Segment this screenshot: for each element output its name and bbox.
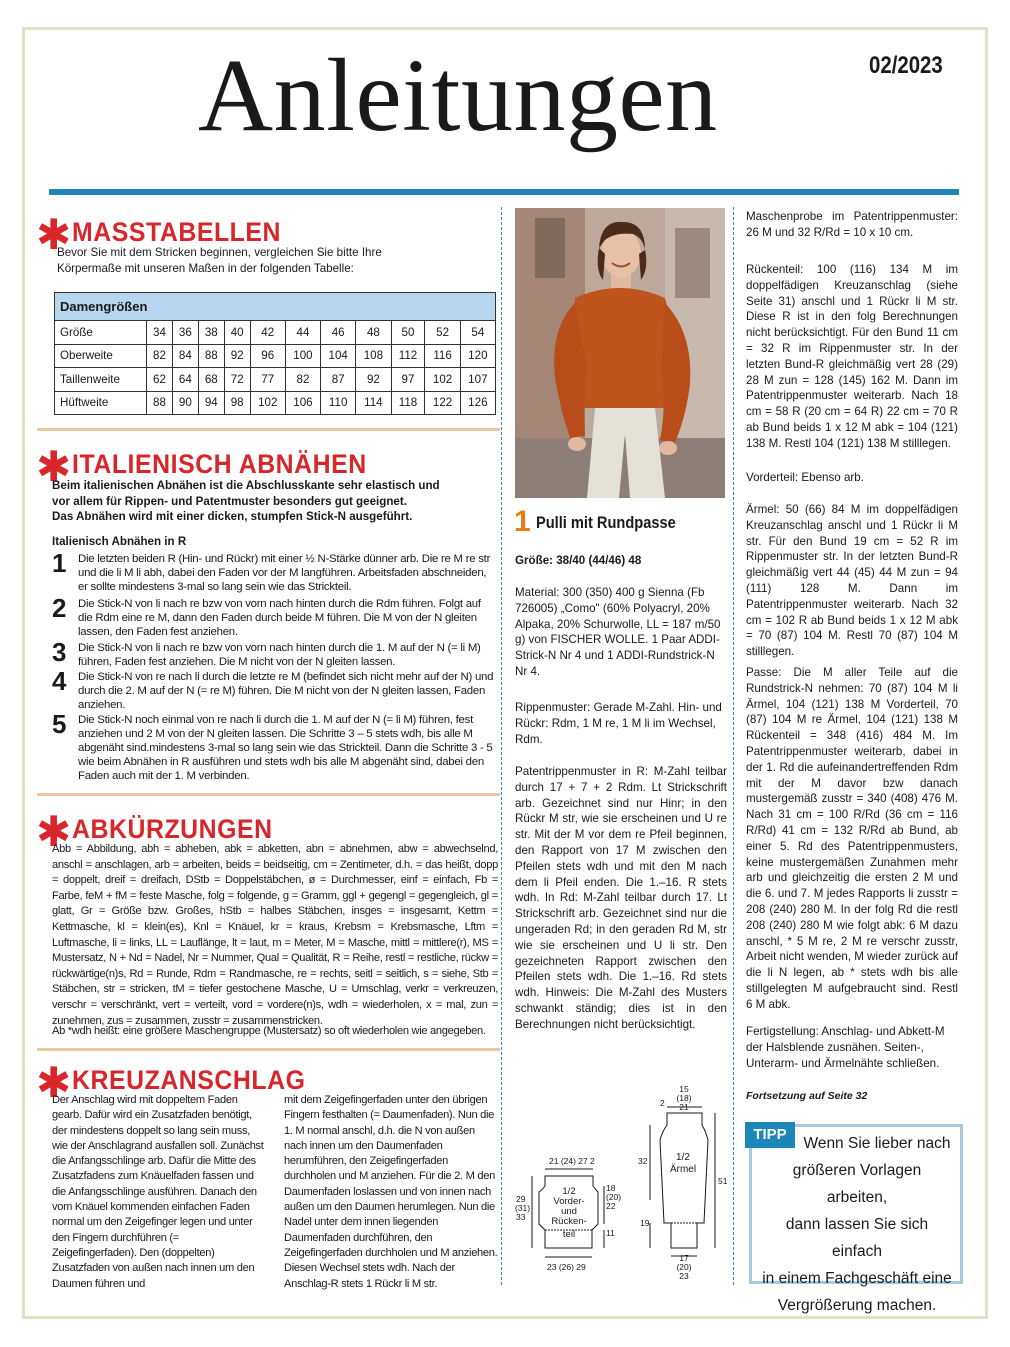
rueckenteil-text: Rückenteil: 100 (116) 134 M im doppelfädigen Kreuzanschlag (siehe Seite 31) anschl und 1 Rückr li M str. Diese R ist in den folg Berechnungen nicht berücksichtigt. Für den Bund 11 cm = 32 R im Rippenmuster str. In der letzten Bund-R gleichmäßig vert 28 (29) 28 M zun = 128 (145) 162 M. Dann im Patentrippenmuster weiterarb. Nach 18 cm = 58 R (20 cm = 64 R) 22 cm = 70 R ab Bund beids 1 x 12 M abk = 104 (121) 138 M. Restl 104 (121) 138 M stilllegen. xyxy=(746,263,958,450)
step-number: 1 xyxy=(52,548,67,578)
aermel-text: Ärmel: 50 (66) 84 M im doppelfädigen Kreuzanschlag anschl und 1 Rückr li M str. Für den Bund 19 cm = 52 R im Rippenmuster str. In der letzten Bund-R gleichmäßig vert 44 (45) 44 M zun = 94 (111) 128 M. Dann im Patentrippenmuster weiterarb. Nach 32 cm = 102 R ab Bund beids 1 x 12 M abk = 70 (87) 104 M. Restl 70 (87) 104 M stilllegen. xyxy=(746,503,958,659)
dim-sleeve-bottom: (20) xyxy=(676,1262,692,1272)
asterisk-icon: ✱ xyxy=(36,442,72,491)
step-2 xyxy=(52,593,498,639)
step-number: 4 xyxy=(52,666,67,696)
step-3 xyxy=(52,637,498,669)
table-cell: 98 xyxy=(224,391,250,415)
body-label: 1/2 xyxy=(562,1186,576,1197)
table-cell: 40 xyxy=(224,321,250,345)
row-label: Taillenweite xyxy=(55,368,147,392)
table-cell: 88 xyxy=(147,391,173,415)
dim-sleeve-bottom: 17 xyxy=(679,1253,689,1263)
table-cell: 68 xyxy=(198,368,224,392)
asterisk-icon: ✱ xyxy=(36,1058,72,1107)
tipp-line: in einem Fachgeschäft eine xyxy=(762,1270,952,1287)
step-4 xyxy=(52,666,498,712)
table-cell: 112 xyxy=(391,344,425,368)
issue-number: 02/2023 xyxy=(869,52,943,79)
table-cell: 77 xyxy=(250,368,285,392)
dim-sleeve-51: 51 xyxy=(718,1176,728,1186)
column-divider xyxy=(501,207,502,1285)
table-cell: 62 xyxy=(147,368,173,392)
dim-side-2: 2 xyxy=(590,1156,595,1166)
dim-left: (31) xyxy=(515,1203,531,1213)
table-cell: 102 xyxy=(425,368,460,392)
heading-text: KREUZANSCHLAG xyxy=(72,1064,306,1095)
table-cell: 110 xyxy=(321,391,356,415)
table-cell: 118 xyxy=(391,391,425,415)
table-cell: 90 xyxy=(172,391,198,415)
table-cell: 108 xyxy=(356,344,391,368)
table-cell: 82 xyxy=(285,368,320,392)
pattern-number: 1 xyxy=(514,505,531,538)
intro-line: vor allem für Rippen- und Patentmuster besonders gut geeignet. xyxy=(52,494,407,508)
intro-line: Das Abnähen wird mit einer dicken, stumpfen Stick-N ausgeführt. xyxy=(52,510,413,524)
table-cell: 34 xyxy=(147,321,173,345)
body-label: Rücken- xyxy=(551,1216,587,1227)
table-cell: 50 xyxy=(391,321,425,345)
intro-line: Bevor Sie mit dem Stricken beginnen, vergleichen Sie bitte Ihre xyxy=(57,246,382,259)
dim-sleeve-top: 21 xyxy=(679,1102,689,1112)
table-cell: 100 xyxy=(285,344,320,368)
dim-sleeve-19: 19 xyxy=(640,1218,650,1228)
italienisch-intro xyxy=(52,478,498,525)
sleeve-piece xyxy=(650,1107,715,1256)
table-cell: 126 xyxy=(460,391,495,415)
table-cell: 64 xyxy=(172,368,198,392)
table-cell: 102 xyxy=(250,391,285,415)
tipp-line: dann lassen Sie sich einfach xyxy=(785,1216,929,1260)
tipp-label: TIPP xyxy=(745,1122,795,1148)
dim-sleeve-2: 2 xyxy=(660,1098,665,1108)
table-cell: 104 xyxy=(321,344,356,368)
abkuerzungen-note: Ab *wdh heißt: eine größere Maschengruppe (Mustersatz) so oft wiederholen wie angegeben. xyxy=(52,1025,486,1037)
abkuerzungen-text: Abb = Abbildung, abh = abheben, abk = abketten, abn = abnehmen, abw = abwechselnd, anschl = anschlagen, arb = arbeiten, beids = beidseitig, cm = Zentimeter, d.h. = das heißt, dopp = doppelt, dreif = dreifach, DStb = Doppelstäbchen, ø = Durchmesser, einf = einfach, Fb = Farbe, feM + fM = feste Masche, folg = folgende, g = Gramm, ggl + gegengl = gegengleich, gl = glatt, Gr = Größe bzw. Großes, hStb = halbes Stäbchen, insges = insgesamt, Kettm = Kettmasche, kl = klein(es), Knl = Knäuel, kr = kraus, Krebsm = Krebsmasche, Lftm = Luftmasche, li = links, LL = Lauflänge, lt = laut, m = Meter, M = Masche, mittl = mittlere(r), MS = Mustersatz, N + Nd = Nadel, Nr = Nummer, Qual = Qualität, R = Reihe, restl = restliche, rückw = rückwärtige(n)s, Rd = Runde, Rdm = Randmasche, re = rechts, seitl = seitlich, s = siehe, Stb = Stäbchen, str = stricken, tM = tiefer gestochene Masche, U = Umschlag, verkr = verkreuzen, verschr = verschränkt, vert = verteilt, vord = vordere(n)s, wdh = wiederholen, x = mal, zun = zunehmen, zus = zusammen, zusstr = zusammenstricken. xyxy=(52,843,498,1027)
dim-side-height: (20) xyxy=(606,1192,622,1202)
model-photo xyxy=(515,208,725,498)
step-text: Die Stick-N noch einmal von re nach li durch die 1. M auf der N (= li M) führen, fest anziehen und 2 M von der N gleiten lassen. Die Schritte 3 – 5 stets wdh, bis alle M abgenäht sind.mindestens 3-mal so lang sein wie das Strickteil. Dann die Schritte 3 - 5 wie beim Abnähen in R ausführen und stets wdh bis alle M abgenäht sind, dabei den Faden auch mit der 1. M verbinden. xyxy=(78,714,493,782)
dim-side-height: 22 xyxy=(606,1201,616,1211)
row-label: Hüftweite xyxy=(55,391,147,415)
header-rule xyxy=(49,189,959,195)
table-row xyxy=(55,391,496,415)
dim-bottom-width: 23 (26) 29 xyxy=(547,1262,586,1272)
table-cell: 114 xyxy=(356,391,391,415)
step-text: Die letzten beiden R (Hin- und Rückr) mit einer ½ N-Stärke dünner arb. Die re M re str und die li M li abh, dabei den Faden vor der M langführen. Arbeitsfaden abschneiden, er sollte mindestens 3-mal so lang sein wie das Strickteil. xyxy=(78,553,491,593)
table-cell: 42 xyxy=(250,321,285,345)
tipp-line: größeren Vorlagen arbeiten, xyxy=(792,1162,922,1206)
size-table xyxy=(54,292,496,415)
tipp-line: Wenn Sie lieber nach xyxy=(803,1135,951,1152)
dim-left: 29 xyxy=(516,1194,526,1204)
table-cell: 96 xyxy=(250,344,285,368)
page-title: Anleitungen xyxy=(198,38,718,153)
body-label: Vorder- xyxy=(553,1196,585,1207)
table-cell: 92 xyxy=(356,368,391,392)
continuation-note: Fortsetzung auf Seite 32 xyxy=(746,1090,868,1102)
sleeve-label: 1/2 xyxy=(676,1152,690,1163)
dim-top-width: 21 (24) 27 xyxy=(549,1156,588,1166)
table-cell: 38 xyxy=(198,321,224,345)
heading-text: ABKÜRZUNGEN xyxy=(72,813,273,844)
step-5 xyxy=(52,709,498,783)
body-label: teil xyxy=(562,1229,576,1240)
table-row xyxy=(55,368,496,392)
section-rule xyxy=(37,793,500,796)
kreuzanschlag-column-1: Der Anschlag wird mit doppeltem Faden gearb. Dafür wird ein Zusatzfaden benötigt, der mindestens doppelt so lang sein muss, wie der Anschlagrand ausfallen soll. Zunächst die Anfangsschlinge arb. Dafür die Mitte des Zusatzfadens zum Knäuelfaden fassen und die Anfangsschlinge ausführen. Danach den vom Knäuel kommenden einfachen Faden normal um den Zeigefinger legen und unter den Fingern durchführen (= Zeigefingerfaden). Den (doppelten) Zusatzfaden von außen nach innen um den Daumen führen und xyxy=(52,1094,264,1290)
intro-line: Körpermaße mit unseren Maßen in der folgenden Tabelle: xyxy=(57,261,354,275)
intro-line: Beim italienischen Abnähen ist die Abschlusskante sehr elastisch und xyxy=(52,479,440,492)
sleeve-label: Ärmel xyxy=(669,1164,697,1175)
table-cell: 122 xyxy=(425,391,460,415)
table-cell: 107 xyxy=(460,368,495,392)
maschenprobe-text: Maschenprobe im Patentrippenmuster: 26 M und 32 R/Rd = 10 x 10 cm. xyxy=(746,210,958,239)
section-rule xyxy=(37,1048,500,1051)
dim-sleeve-top: 15 xyxy=(679,1084,689,1094)
table-cell: 52 xyxy=(425,321,460,345)
table-row xyxy=(55,321,496,345)
table-cell: 48 xyxy=(356,321,391,345)
table-cell: 106 xyxy=(285,391,320,415)
table-cell: 36 xyxy=(172,321,198,345)
step-number: 5 xyxy=(52,709,67,739)
step-1 xyxy=(52,548,498,594)
tipp-text xyxy=(762,1130,952,1319)
asterisk-icon: ✱ xyxy=(36,210,72,259)
passe-text: Passe: Die M aller Teile auf die Rundstrick-N nehmen: 70 (87) 104 M li Ärmel, 104 (121) 138 M Vorderteil, 70 (87) 104 M re Ärmel, 104 (121) 138 M Rückenteil = 348 (416) 484 M. Im Patentrippenmuster weiterarb, dabei in der 1. Rd die aufeinandertreffenden Rdm mit der M davor bzw danach mustergemäß zusstr = 340 (408) 476 M. Nach 31 cm = 100 R/Rd (36 cm = 116 R/Rd) 41 cm = 132 R/Rd ab Bund, ab einer 5. Rd des Patentrippenmusters, keine mustergemäßen Zunahmen mehr arb und gleichzeitig die ersten 2 M und die 6. und 7. M jedes Rapports li zusstr = 208 (240) 280 M. In der folg Rd die restl 208 (240) 280 M wie folgt abk: 6 M dazu anschl, * 5 M re, 2 M re verschr zusstr, Arbeit nicht wenden, M wieder zurück auf die li N legen, ab * stets wdh bis alle stillgelegten M aufgebraucht sind. Restl 6 M abk. xyxy=(746,666,959,1011)
step-number: 3 xyxy=(52,637,67,667)
step-text: Die Stick-N von li nach re bzw von vorn nach hinten durch die 1. M auf der N (= li M) führen, Faden fest anziehen. Die M nicht von der N gleiten lassen. xyxy=(78,642,481,668)
table-cell: 84 xyxy=(172,344,198,368)
table-cell: 82 xyxy=(147,344,173,368)
photo-illustration xyxy=(515,208,725,498)
dim-sleeve-top: (18) xyxy=(676,1093,692,1103)
row-label: Oberweite xyxy=(55,344,147,368)
tipp-line: Vergrößerung machen. xyxy=(777,1297,937,1314)
heading-text: MASSTABELLEN xyxy=(72,216,282,247)
table-cell: 46 xyxy=(321,321,356,345)
table-cell: 88 xyxy=(198,344,224,368)
kreuzanschlag-column-2: mit dem Zeigefingerfaden unter den übrigen Fingern festhalten (= Daumenfaden). Nun die 1. M normal anschl, d.h. die N von außen nach innen um den Daumenfaden herumführen, den Zeigefingerfaden durchholen und M anziehen. Für die 2. M den Daumenfaden loslassen und von innen nach außen um den Daumen herumlegen. Nun die Nadel unter dem innen liegenden Daumenfaden durchführen, den Zeigefingerfaden durchholen und M anziehen. Diesen Wechsel stets wdh. Nach der Anschlag-R stets 1 Rückr li M str. xyxy=(284,1094,498,1290)
table-cell: 116 xyxy=(425,344,460,368)
fertigstellung-text: Fertigstellung: Anschlag- und Abkett-M der Halsblende zusnähen. Seiten-, Unterarm- und Ärmelnähte schließen. xyxy=(746,1025,945,1070)
step-text: Die Stick-N von re nach li durch die letzte re M (befindet sich nicht mehr auf der N) und durch die 2. M auf der N (= re M) führen. Die M nicht von der N gleiten lassen, Faden anziehen. xyxy=(78,671,494,711)
dim-bund: 11 xyxy=(606,1228,615,1238)
table-row xyxy=(55,344,496,368)
pulli-patentrippenmuster: Patentrippenmuster in R: M-Zahl teilbar durch 17 + 7 + 2 Rdm. Lt Strickschrift arb. Gezeichnet sind nur Hinr; in den Rückr M str, wie sie erscheinen und U re str. Mit der M vor dem re Pfeil beginnen, den Rapport von 17 M zwischen den Pfeilen stets wdh und mit den M nach dem li Pfeil enden. Die 1.–16. R stets wdh. In Rd: M-Zahl teilbar durch 17. Lt Strickschrift arb. Gezeichnet sind nur die ungeraden Rd; in den geraden Rd M, str wie sie erscheinen und U li str. Den gezeichneten Rapport zwischen den Pfeilen stets wdh. Die 1.–16. Rd stets wdh. Hinweis: Die M-Zahl des Musters schwankt ständig; dies ist in den Berechnungen nicht berücksichtigt. xyxy=(515,765,727,1031)
step-number: 2 xyxy=(52,593,67,623)
table-title: Damengrößen xyxy=(55,293,496,321)
pulli-groesse: Größe: 38/40 (44/46) 48 xyxy=(515,554,642,567)
table-cell: 54 xyxy=(460,321,495,345)
table-cell: 94 xyxy=(198,391,224,415)
pattern-title: Pulli mit Rundpasse xyxy=(536,513,676,532)
dim-side-height: 18 xyxy=(606,1183,616,1193)
vorderteil-text: Vorderteil: Ebenso arb. xyxy=(746,471,864,484)
table-cell: 72 xyxy=(224,368,250,392)
dim-left: 33 xyxy=(516,1212,526,1222)
pulli-rippenmuster: Rippenmuster: Gerade M-Zahl. Hin- und Rückr: Rdm, 1 M re, 1 M li im Wechsel, Rdm. xyxy=(515,701,722,746)
garment-schematic xyxy=(510,1080,735,1280)
section-rule xyxy=(37,428,500,431)
dim-sleeve-bottom: 23 xyxy=(679,1271,689,1280)
masstabellen-intro xyxy=(57,245,382,277)
table-cell: 92 xyxy=(224,344,250,368)
italienisch-subheading: Italienisch Abnähen in R xyxy=(52,535,187,548)
row-label: Größe xyxy=(55,321,147,345)
table-cell: 44 xyxy=(285,321,320,345)
step-text: Die Stick-N von li nach re bzw von vorn nach hinten durch die Rdm führen. Folgt auf die Rdm eine re M, dann den Faden durch beide M führen. Die M von der N gleiten lassen, den Faden fest anziehen. xyxy=(78,598,481,638)
pulli-material: Material: 300 (350) 400 g Sienna (Fb 726005) „Como" (60% Polyacryl, 20% Alpaka, 20% Schurwolle, LL = 187 m/50 g) von FISCHER WOLLE. 1 Paar ADDI-Strick-N Nr 4 und 1 ADDI-Rundstrick-N Nr 4. xyxy=(515,586,721,678)
table-cell: 120 xyxy=(460,344,495,368)
table-cell: 97 xyxy=(391,368,425,392)
dim-sleeve-32: 32 xyxy=(638,1156,648,1166)
heading-text: ITALIENISCH ABNÄHEN xyxy=(72,448,367,479)
table-cell: 87 xyxy=(321,368,356,392)
asterisk-icon: ✱ xyxy=(36,807,72,856)
body-label: und xyxy=(561,1206,577,1217)
